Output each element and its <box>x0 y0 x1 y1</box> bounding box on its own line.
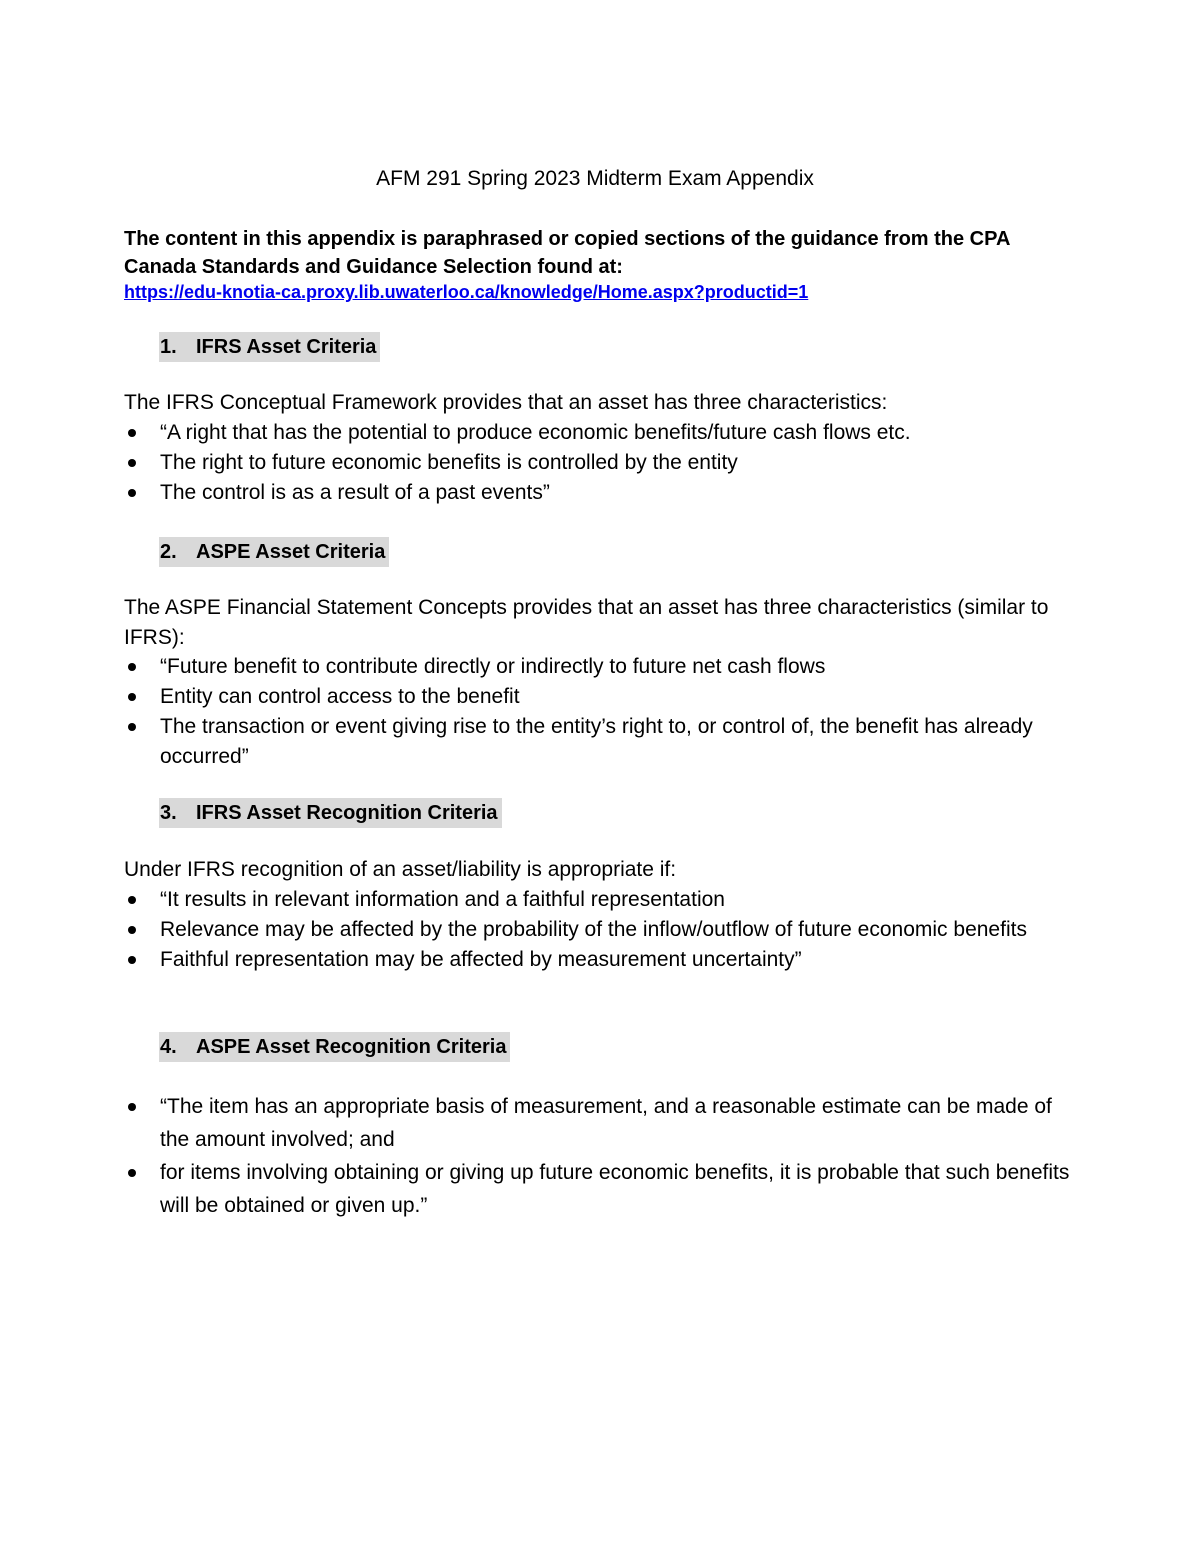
section-1-list <box>124 418 1084 508</box>
section-3-heading <box>159 798 502 828</box>
list-item: The control is as a result of a past events” <box>124 478 1084 508</box>
section-4-heading <box>159 1032 510 1062</box>
intro-text: The content in this appendix is paraphrased or copied sections of the guidance from the CPA Canada Standards and Guidance Selection found at: <box>124 228 1010 278</box>
section-title: IFRS Asset Recognition Criteria <box>196 802 498 824</box>
section-1-heading <box>159 332 380 362</box>
document-title: AFM 291 Spring 2023 Midterm Exam Appendix <box>376 167 814 190</box>
list-item: “A right that has the potential to produce economic benefits/future cash flows etc. <box>124 418 1084 448</box>
list-item: “The item has an appropriate basis of measurement, and a reasonable estimate can be made of the amount involved; and <box>124 1090 1084 1156</box>
section-1-lead: The IFRS Conceptual Framework provides that an asset has three characteristics: <box>124 391 888 414</box>
section-2-heading <box>159 537 389 567</box>
section-number: 4. <box>160 1036 177 1058</box>
section-3-list <box>124 885 1084 975</box>
section-2-list <box>124 652 1084 772</box>
section-2-lead: The ASPE Financial Statement Concepts provides that an asset has three characteristics (similar to IFRS): <box>124 596 1049 649</box>
list-item: Entity can control access to the benefit <box>124 682 1084 712</box>
list-item: The transaction or event giving rise to the entity’s right to, or control of, the benefit has already occurred” <box>124 712 1084 772</box>
section-number: 3. <box>160 802 177 824</box>
list-item: “Future benefit to contribute directly or indirectly to future net cash flows <box>124 652 1084 682</box>
section-3-lead: Under IFRS recognition of an asset/liability is appropriate if: <box>124 858 677 881</box>
section-title: IFRS Asset Criteria <box>196 336 377 358</box>
section-number: 1. <box>160 336 177 358</box>
section-title: ASPE Asset Recognition Criteria <box>196 1036 507 1058</box>
list-item: The right to future economic benefits is controlled by the entity <box>124 448 1084 478</box>
section-number: 2. <box>160 541 177 563</box>
list-item: “It results in relevant information and a faithful representation <box>124 885 1084 915</box>
list-item: for items involving obtaining or giving up future economic benefits, it is probable that such benefits will be obtained or given up.” <box>124 1156 1084 1222</box>
section-4-list <box>124 1090 1084 1222</box>
list-item: Faithful representation may be affected by measurement uncertainty” <box>124 945 1084 975</box>
list-item: Relevance may be affected by the probability of the inflow/outflow of future economic benefits <box>124 915 1084 945</box>
section-title: ASPE Asset Criteria <box>196 541 386 563</box>
source-link[interactable]: https://edu-knotia-ca.proxy.lib.uwaterloo.ca/knowledge/Home.aspx?productid=1 <box>124 282 809 302</box>
